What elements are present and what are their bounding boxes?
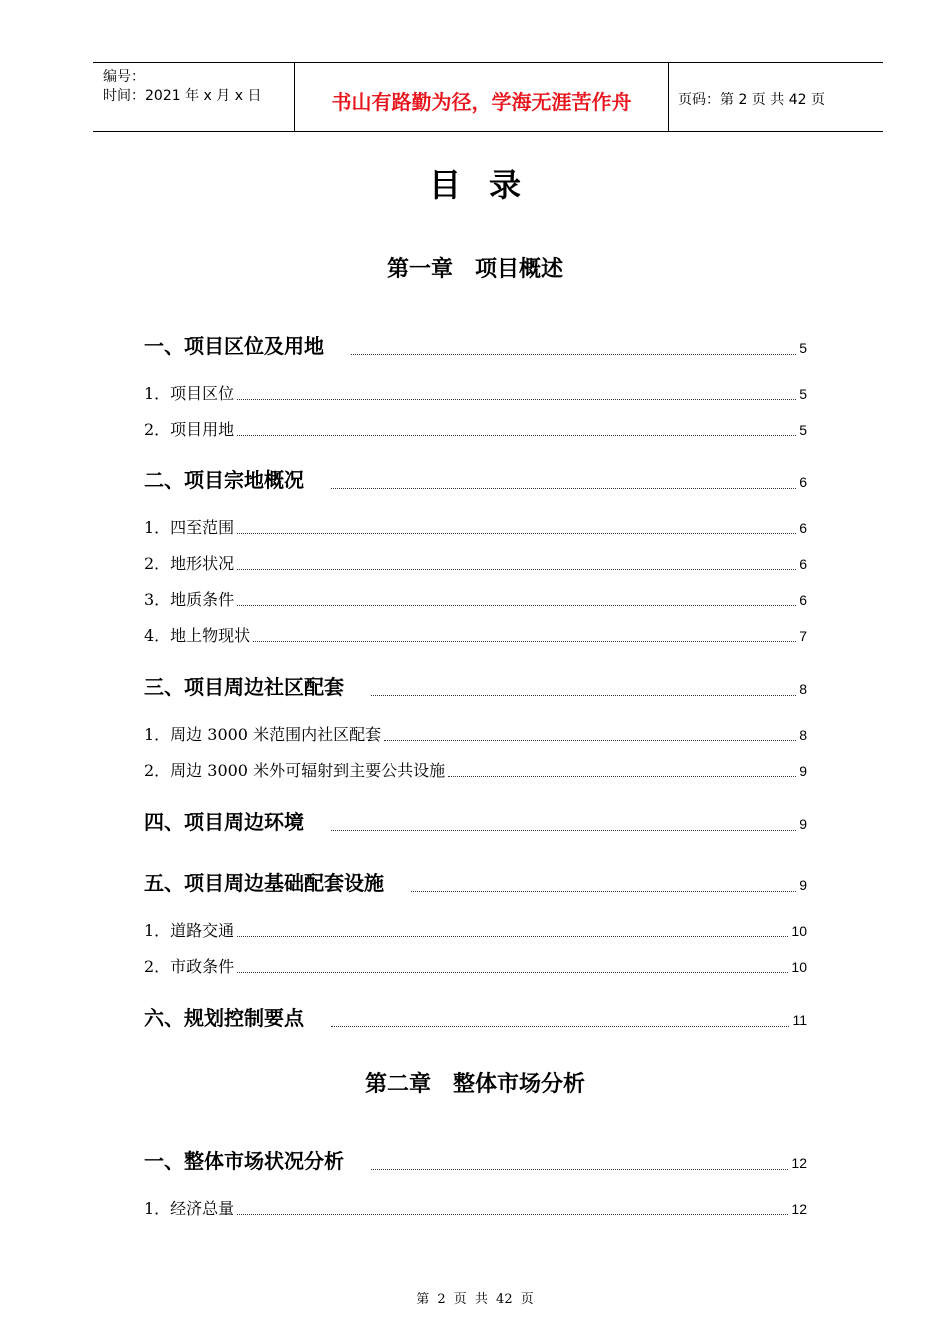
toc-entry-label: 2．项目用地	[144, 420, 235, 439]
toc-entry-label: 2．地形状况	[144, 554, 235, 573]
toc-entry[interactable]	[144, 515, 807, 538]
toc-entry[interactable]	[144, 464, 807, 493]
toc-entry-label: 1．道路交通	[144, 921, 235, 940]
time-label: 时间：2021 年 x 月 x 日	[103, 88, 262, 104]
toc-entry-label: 六、规划控制要点	[144, 1006, 304, 1030]
dot-leader	[384, 739, 796, 741]
toc-entry[interactable]	[144, 918, 807, 941]
toc-entry-label: 三、项目周边社区配套	[144, 675, 344, 699]
toc-entry-label: 四、项目周边环境	[144, 810, 304, 834]
toc-entry-page: 5	[799, 340, 807, 356]
toc-entry[interactable]	[144, 417, 807, 440]
dot-leader	[237, 434, 796, 436]
toc-entry[interactable]	[144, 551, 807, 574]
toc-entry[interactable]	[144, 623, 807, 646]
dot-leader	[237, 568, 796, 570]
dot-leader	[237, 935, 788, 937]
dot-leader	[448, 775, 796, 777]
dot-leader	[237, 604, 796, 606]
toc-entry-label: 2．市政条件	[144, 957, 235, 976]
dot-leader	[371, 694, 796, 696]
toc-entry-label: 3．地质条件	[144, 590, 235, 609]
dot-leader	[253, 640, 796, 642]
toc-entry[interactable]	[144, 954, 807, 977]
toc-entry-page: 6	[799, 474, 807, 490]
dot-leader	[237, 532, 796, 534]
dot-leader	[237, 1213, 788, 1215]
header-meta-cell	[93, 63, 294, 131]
header-motto-cell	[294, 63, 669, 131]
header-page-cell	[668, 63, 883, 131]
header-motto: 书山有路勤为径，学海无涯苦作舟	[331, 90, 632, 114]
toc-entry-page: 10	[791, 959, 807, 975]
dot-leader	[351, 353, 796, 355]
toc-entry-page: 9	[799, 816, 807, 832]
page-footer: 第 2 页 共 42 页	[416, 1292, 534, 1307]
toc-entry-page: 10	[791, 923, 807, 939]
toc-entry-page: 8	[799, 727, 807, 743]
toc-entry-page: 12	[791, 1201, 807, 1217]
toc-entry-page: 6	[799, 520, 807, 536]
toc-entry-page: 8	[799, 681, 807, 697]
toc-entry-page: 7	[799, 628, 807, 644]
number-label: 编号：	[103, 69, 145, 85]
toc-entry-label: 一、整体市场状况分析	[144, 1149, 344, 1173]
toc-entry[interactable]	[144, 381, 807, 404]
toc-entry[interactable]	[144, 806, 807, 835]
chapter-2-title: 第二章 整体市场分析	[364, 1072, 585, 1097]
dot-leader	[237, 971, 788, 973]
toc-entry-page: 6	[799, 556, 807, 572]
toc-entry[interactable]	[144, 1002, 807, 1031]
toc-entry[interactable]	[144, 1196, 807, 1219]
toc-entry-label: 4．地上物现状	[144, 626, 251, 645]
toc-entry-page: 12	[791, 1155, 807, 1171]
toc-entry-label: 2．周边 3000 米外可辐射到主要公共设施	[144, 761, 446, 780]
toc-entry-page: 11	[792, 1012, 807, 1028]
toc-entry-label: 1．四至范围	[144, 518, 235, 537]
header-page-info: 页码：第 2 页 共 42 页	[678, 92, 825, 108]
toc-entry-label: 五、项目周边基础配套设施	[144, 871, 384, 895]
toc-entry[interactable]	[144, 758, 807, 781]
dot-leader	[237, 398, 796, 400]
toc-entry[interactable]	[144, 867, 807, 896]
dot-leader	[331, 487, 796, 489]
chapter-1-title: 第一章 项目概述	[386, 257, 563, 282]
toc-entry-label: 二、项目宗地概况	[144, 468, 304, 492]
toc-entry-label: 一、项目区位及用地	[144, 334, 324, 358]
document-header	[93, 62, 883, 132]
toc-entry-page: 5	[799, 422, 807, 438]
toc-entry[interactable]	[144, 587, 807, 610]
toc-entry-label: 1．经济总量	[144, 1199, 235, 1218]
dot-leader	[371, 1168, 788, 1170]
toc-entry[interactable]	[144, 671, 807, 700]
toc-entry-page: 5	[799, 386, 807, 402]
dot-leader	[331, 1025, 789, 1027]
toc-entry-page: 9	[799, 763, 807, 779]
toc-title: 目录	[428, 166, 549, 204]
toc-entry-page: 6	[799, 592, 807, 608]
toc-entry[interactable]	[144, 722, 807, 745]
dot-leader	[331, 829, 796, 831]
toc-entry[interactable]	[144, 1145, 807, 1174]
toc-entry[interactable]	[144, 330, 807, 359]
dot-leader	[411, 890, 796, 892]
toc-entry-label: 1．周边 3000 米范围内社区配套	[144, 725, 382, 744]
toc-entry-label: 1．项目区位	[144, 384, 235, 403]
toc-entry-page: 9	[799, 877, 807, 893]
